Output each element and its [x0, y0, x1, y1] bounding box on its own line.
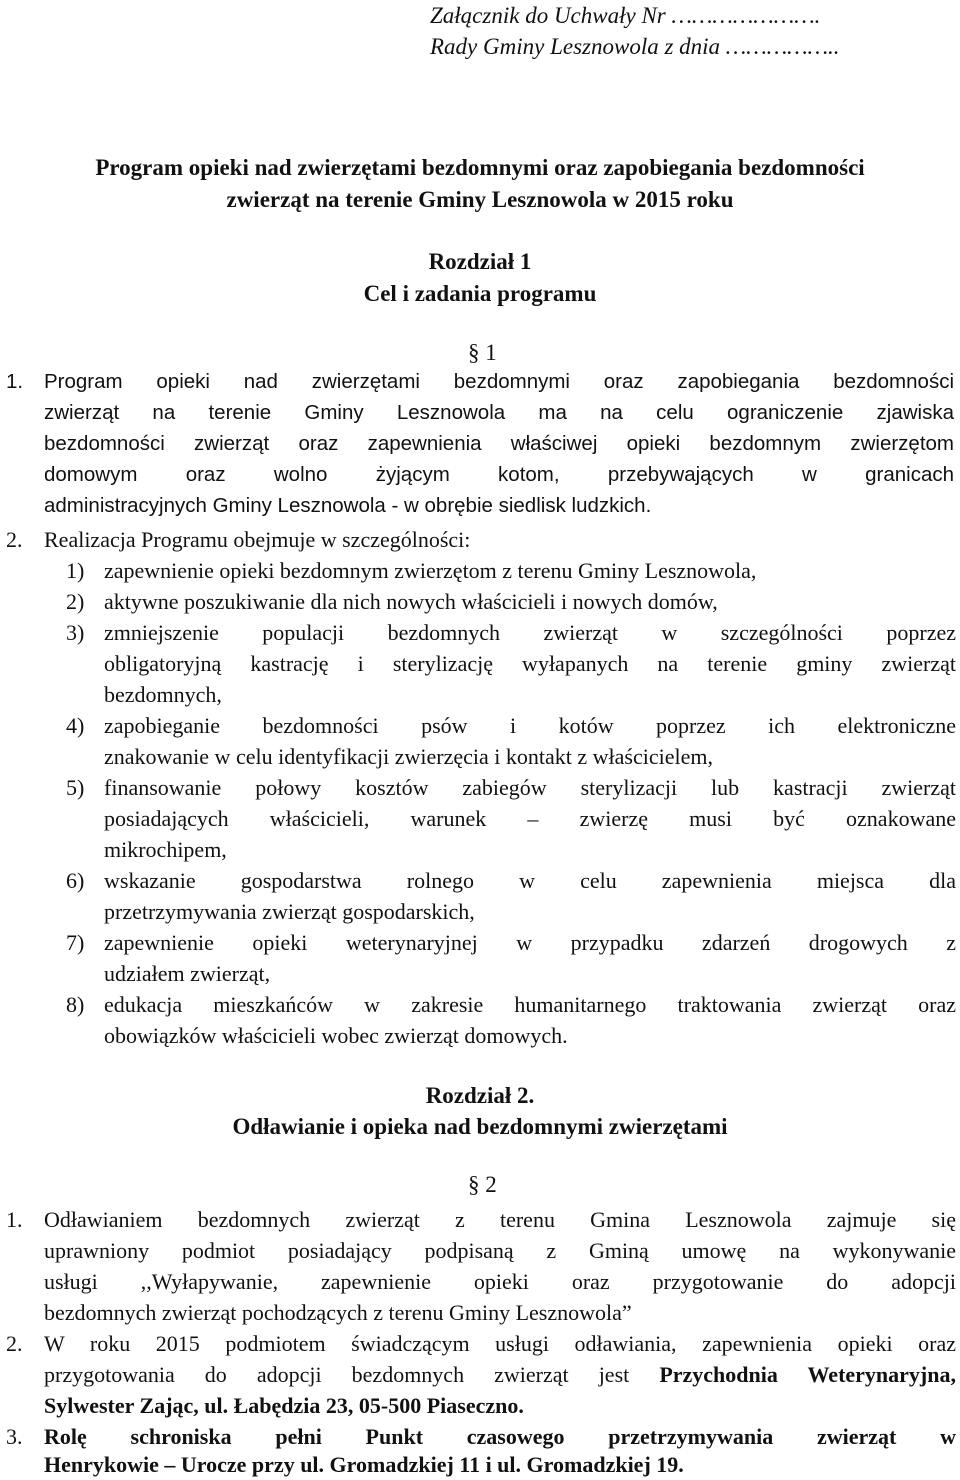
list-item-1-number: 1) [66, 558, 85, 583]
s2-point-1-line-1: Odławianiem bezdomnych zwierząt z terenu Gmina Lesznowola zajmuje się [44, 1207, 956, 1232]
list-item-8-line-2: obowiązków właścicieli wobec zwierząt domowych. [104, 1023, 568, 1048]
list-item-2-line-1: aktywne poszukiwanie dla nich nowych właścicieli i nowych domów, [104, 589, 718, 614]
header-line-2: Rady Gminy Lesznowola z dnia …………….. [430, 34, 840, 59]
paragraph-sign-1 [468, 340, 497, 366]
s2-point-3-line-2: Henrykowie – Urocze przy ul. Gromadzkiej 11 i ul. Gromadzkiej 19. [44, 1452, 684, 1477]
list-item-4-number: 4) [66, 713, 85, 738]
list-item-4-line-2: znakowanie w celu identyfikacji zwierzęcia i kontakt z właścicielem, [104, 744, 713, 769]
list-item-1-line-1: zapewnienie opieki bezdomnym zwierzętom z terenu Gminy Lesznowola, [104, 558, 757, 583]
document-title [0, 152, 960, 216]
s2-point-3-number: 3. [6, 1424, 23, 1449]
header-line-1: Załącznik do Uchwały Nr …………………. [430, 3, 821, 28]
list-item-3-line-1: zmniejszenie populacji bezdomnych zwierząt w szczególności poprzez [104, 620, 956, 645]
list-item-6-line-2: przetrzymywania zwierząt gospodarskich, [104, 899, 475, 924]
s1-point-1-line-4: domowym oraz wolno żyjącym kotom, przebywających w granicach [44, 463, 954, 486]
list-item-8-line-1: edukacja mieszkańców w zakresie humanitarnego traktowania zwierząt oraz [104, 992, 956, 1017]
list-item-3-line-2: obligatoryjną kastrację i sterylizację wyłapanych na terenie gminy zwierząt [104, 651, 956, 676]
chapter-1-label: Rozdział 1 [428, 249, 532, 274]
list-item-3-number: 3) [66, 620, 85, 645]
list-item-8-number: 8) [66, 992, 85, 1017]
list-item-6-number: 6) [66, 868, 85, 893]
paragraph-sign-2 [468, 1172, 497, 1198]
chapter-2-name: Odławianie i opieka nad bezdomnymi zwierzętami [232, 1114, 728, 1139]
list-item-4-line-1: zapobieganie bezdomności psów i kotów poprzez ich elektroniczne [104, 713, 956, 738]
s2-point-2-line-2-text: przygotowania do adopcji bezdomnych zwierząt jest [44, 1362, 660, 1387]
s1-point-1-line-2: zwierząt na terenie Gminy Lesznowola ma na celu ograniczenie zjawiska [44, 401, 954, 424]
title-line-1: Program opieki nad zwierzętami bezdomnymi oraz zapobiegania bezdomności [95, 155, 865, 180]
list-item-5-line-1: finansowanie połowy kosztów zabiegów sterylizacji lub kastracji zwierząt [104, 775, 956, 800]
list-item-5-line-2: posiadających właścicieli, warunek – zwierzę musi być oznakowane [104, 806, 956, 831]
chapter-1-name: Cel i zadania programu [363, 281, 597, 306]
list-item-3-line-3: bezdomnych, [104, 682, 222, 707]
s2-point-1-line-3: usługi ,,Wyłapywanie, zapewnienie opieki oraz przygotowanie do adopcji [44, 1269, 956, 1294]
paragraph-number-1: 1 [485, 340, 497, 365]
s2-point-2-line-2 [44, 1359, 956, 1390]
title-line-2: zwierząt na terenie Gminy Lesznowola w 2015 roku [226, 187, 734, 212]
list-item-2-number: 2) [66, 589, 85, 614]
paragraph-number-2: 2 [485, 1172, 497, 1197]
list-item-6-line-1: wskazanie gospodarstwa rolnego w celu zapewnienia miejsca dla [104, 868, 956, 893]
s2-point-3-line-1: Rolę schroniska pełni Punkt czasowego przetrzymywania zwierząt w [44, 1424, 956, 1449]
s1-point-1-line-5: administracyjnych Gminy Lesznowola - w obrębie siedlisk ludzkich. [44, 494, 652, 517]
s2-point-2-number: 2. [6, 1331, 23, 1356]
s1-point-2-intro: Realizacja Programu obejmuje w szczególności: [44, 527, 471, 552]
s1-point-2-number: 2. [6, 527, 23, 552]
s2-point-1-line-2: uprawniony podmiot posiadający podpisaną z Gminą umowę na wykonywanie [44, 1238, 956, 1263]
s2-point-1-line-4: bezdomnych zwierząt pochodzących z terenu Gminy Lesznowola” [44, 1300, 632, 1325]
s2-point-2-line-1: W roku 2015 podmiotem świadczącym usługi odławiania, zapewnienia opieki oraz [44, 1331, 956, 1356]
list-item-7-number: 7) [66, 930, 85, 955]
attachment-header [430, 0, 840, 62]
s1-point-1-line-1: Program opieki nad zwierzętami bezdomnymi oraz zapobiegania bezdomności [44, 370, 954, 393]
list-item-7-line-1: zapewnienie opieki weterynaryjnej w przypadku zdarzeń drogowych z [104, 930, 956, 955]
section-sign-icon: § [468, 340, 480, 365]
list-item-7-line-2: udziałem zwierząt, [104, 961, 271, 986]
s1-point-1-line-3: bezdomności zwierząt oraz zapewnienia właściwej opieki bezdomnym zwierzętom [44, 432, 954, 455]
chapter-2-label: Rozdział 2. [425, 1083, 535, 1108]
vet-clinic-name: Przychodnia Weterynaryjna, [659, 1362, 956, 1387]
section-sign-icon: § [468, 1172, 480, 1197]
s1-point-1-number: 1. [6, 370, 24, 393]
s2-point-1-number: 1. [6, 1207, 23, 1232]
list-item-5-line-3: mikrochipem, [104, 837, 227, 862]
vet-clinic-address: Sylwester Zając, ul. Łabędzia 23, 05-500 Piaseczno. [44, 1393, 524, 1418]
list-item-5-number: 5) [66, 775, 85, 800]
